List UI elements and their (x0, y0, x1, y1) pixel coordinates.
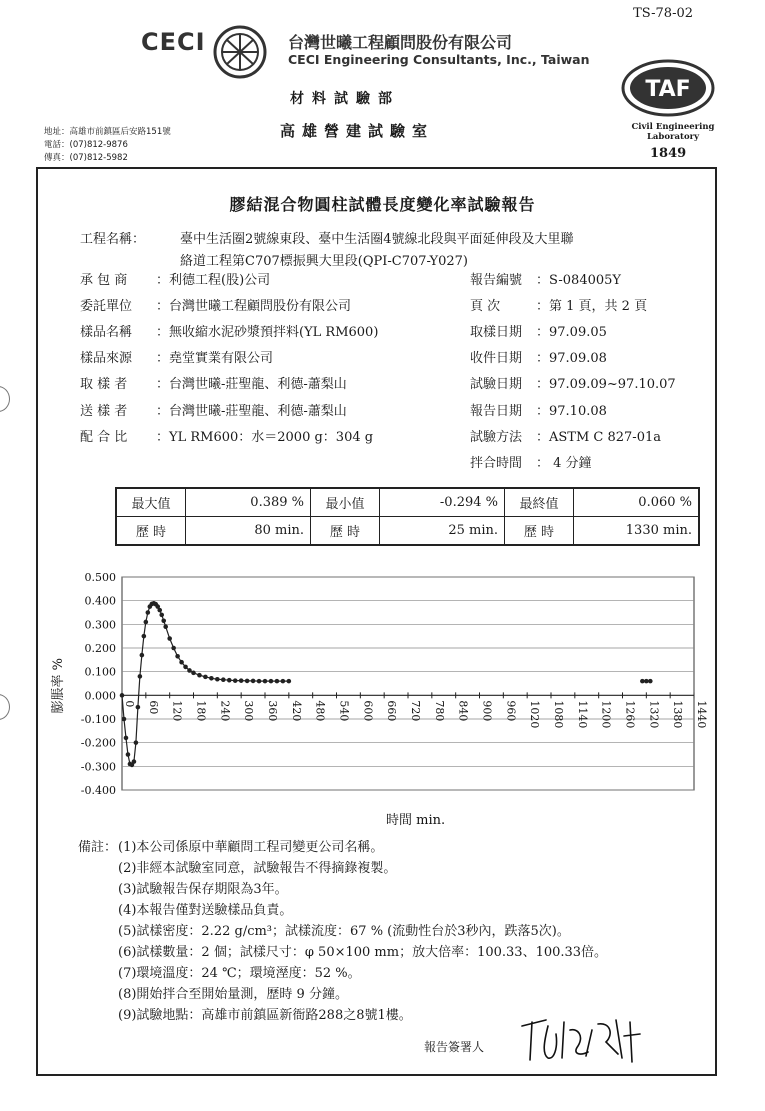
y-tick-label: 0.300 (84, 618, 116, 632)
y-tick-label: 0.200 (84, 642, 116, 655)
note-item: (1)本公司係原中華顧問工程司變更公司名稱。 (118, 840, 384, 855)
note-item: (9)試驗地點：高雄市前鎮區新衙路288之8號1樓。 (118, 1008, 412, 1023)
data-point (191, 671, 196, 676)
field-label: 取 樣 者 (80, 377, 128, 392)
x-tick-label: 240 (218, 700, 232, 722)
data-point (142, 634, 147, 639)
data-point (245, 679, 250, 684)
time-label: 歷 時 (505, 517, 574, 546)
y-axis-label: 膨脹率 % (51, 658, 66, 714)
note-item: (5)試樣密度：2.22 g/cm³；試樣流度：67 % (流動性台於3秒內，跌落5次)。 (118, 924, 570, 939)
expansion-chart (40, 565, 710, 830)
x-tick-label: 300 (242, 700, 256, 722)
x-tick-label: 120 (170, 700, 184, 722)
x-tick-label: 480 (313, 700, 327, 722)
x-tick-label: 840 (456, 700, 470, 722)
field-label: 樣品來源 (80, 351, 133, 366)
time-label: 歷 時 (116, 517, 186, 546)
field-value: ：97.10.08 (536, 404, 607, 419)
data-point (138, 674, 143, 679)
data-point (157, 608, 162, 613)
note-item: (3)試驗報告保存期限為3年。 (118, 882, 288, 897)
field-label: 委託單位 (80, 299, 133, 314)
data-point (203, 675, 208, 680)
taf-logo-text: TAF (645, 77, 691, 102)
min-label: 最小值 (311, 488, 380, 517)
field-value: ：97.09.09~97.10.07 (536, 377, 676, 392)
data-point (187, 668, 192, 673)
x-tick-label: 1140 (575, 700, 589, 729)
y-tick-label: 0.000 (84, 689, 116, 703)
data-point (140, 653, 145, 658)
data-point (122, 717, 127, 722)
x-tick-label: 960 (504, 700, 518, 722)
data-point (146, 610, 151, 615)
x-tick-label: 1200 (599, 700, 613, 729)
y-tick-label: -0.200 (80, 736, 116, 750)
x-tick-label: 660 (385, 700, 399, 722)
data-point (132, 759, 137, 764)
field-value: ：台灣世曦工程顧問股份有限公司 (156, 299, 352, 314)
binding-hole (0, 386, 10, 412)
data-point (126, 752, 131, 757)
phone-text: 電話：(07)812-9876 (44, 140, 128, 150)
data-point (161, 618, 166, 623)
max-time: 80 min. (186, 517, 311, 546)
field-label: 收件日期 (470, 351, 523, 366)
x-tick-label: 360 (266, 700, 279, 722)
field-label: 承 包 商 (80, 273, 128, 288)
taf-subtitle: Civil Engineering Laboratory (631, 122, 715, 142)
time-label: 歷 時 (311, 517, 380, 546)
note-item: (4)本報告僅對送驗樣品負責。 (118, 903, 293, 918)
department-name: 材料試驗部 (290, 91, 400, 107)
data-point (167, 636, 172, 641)
summary-table (115, 487, 700, 546)
company-logo-icon (212, 24, 268, 80)
final-label: 最終值 (505, 488, 574, 517)
project-label: 工程名稱： (80, 232, 146, 247)
field-label: 取樣日期 (470, 325, 523, 340)
note-item: (7)環境溫度：24 ℃；環境溼度：52 %。 (118, 966, 361, 981)
data-point (269, 679, 274, 684)
report-title: 膠結混合物圓柱試體長度變化率試驗報告 (229, 195, 536, 214)
field-label: 拌合時間 (470, 456, 523, 471)
data-point (287, 679, 292, 684)
data-point (136, 705, 141, 710)
x-tick-label: 180 (194, 700, 208, 722)
series-line (122, 603, 650, 765)
x-tick-label: 540 (337, 700, 351, 722)
data-point (215, 677, 220, 682)
field-value: ：第 1 頁，共 2 頁 (536, 299, 648, 314)
x-axis-label: 時間 min. (386, 813, 446, 828)
project-name-line1: 臺中生活圈2號線東段、臺中生活圈4號線北段與平面延伸段及大里聯 (180, 232, 574, 247)
max-value: 0.389 % (186, 488, 311, 517)
x-tick-label: 420 (289, 700, 303, 722)
max-label: 最大值 (116, 488, 186, 517)
data-point (159, 613, 164, 618)
final-value: 0.060 % (574, 488, 700, 517)
data-point (221, 677, 226, 682)
data-point (124, 736, 129, 741)
y-tick-label: 0.100 (84, 665, 116, 679)
signatory-label: 報告簽署人 (424, 1040, 485, 1054)
min-value: -0.294 % (380, 488, 505, 517)
x-tick-label: 1320 (647, 700, 661, 729)
x-tick-label: 1260 (623, 700, 637, 729)
data-point (275, 679, 280, 684)
company-name-zh: 台灣世曦工程顧問股份有限公司 (288, 33, 513, 52)
y-tick-label: 0.500 (84, 571, 116, 584)
table-row (116, 488, 699, 517)
project-name-line2: 絡道工程第C707標振興大里段(QPI-C707-Y027) (180, 254, 468, 269)
field-label: 報告日期 (470, 404, 523, 419)
field-label: 報告編號 (470, 273, 523, 288)
data-point (209, 676, 214, 681)
data-point (171, 646, 176, 651)
fax-text: 傳真：(07)812-5982 (44, 153, 128, 163)
table-row (116, 517, 699, 546)
data-point (251, 679, 256, 684)
x-tick-label: 1080 (552, 700, 565, 729)
x-tick-label: 600 (361, 700, 375, 722)
x-tick-label: 0 (123, 700, 136, 708)
notes-label: 備註： (78, 840, 118, 855)
x-tick-label: 900 (480, 700, 494, 722)
field-value: ：97.09.08 (536, 351, 607, 366)
address-text: 地址：高雄市前鎮區后安路151號 (44, 127, 171, 137)
plot-area (122, 577, 694, 790)
signature-image (518, 1012, 648, 1072)
field-value: ：堯堂實業有限公司 (156, 351, 274, 366)
note-item: (2)非經本試驗室同意，試驗報告不得摘錄複製。 (118, 861, 397, 876)
field-value: ：台灣世曦-莊聖龍、利德-蕭梨山 (156, 404, 347, 419)
company-logo-text: CECI (141, 28, 206, 56)
x-tick-label: 780 (432, 700, 446, 722)
binding-hole (0, 694, 10, 720)
data-point (120, 693, 125, 698)
field-label: 試驗方法 (470, 430, 523, 445)
field-label: 送 樣 者 (80, 404, 128, 419)
data-point (644, 679, 649, 684)
field-label: 試驗日期 (470, 377, 523, 392)
field-label: 頁 次 (470, 299, 501, 314)
laboratory-name: 高雄營建試驗室 (280, 122, 435, 140)
field-value: ：無收縮水泥砂漿預拌料(YL RM600) (156, 325, 379, 340)
data-point (175, 654, 180, 659)
data-point (197, 673, 202, 678)
data-point (163, 624, 168, 629)
field-value: ：台灣世曦-莊聖龍、利德-蕭梨山 (156, 377, 347, 392)
field-value: ：YL RM600：水＝2000 g：304 g (156, 430, 374, 445)
field-value: ： 4 分鐘 (536, 456, 592, 471)
data-point (239, 678, 244, 683)
x-tick-label: 1020 (528, 700, 542, 729)
data-point (179, 660, 184, 665)
final-time: 1330 min. (574, 517, 700, 546)
y-tick-label: 0.400 (84, 594, 116, 608)
field-label: 配 合 比 (80, 430, 128, 445)
data-point (233, 678, 238, 683)
x-tick-label: 1440 (695, 700, 708, 729)
data-point (640, 679, 645, 684)
data-point (263, 679, 268, 684)
data-point (183, 665, 188, 670)
data-point (144, 620, 149, 625)
y-tick-label: -0.300 (80, 760, 116, 774)
note-item: (6)試樣數量：2 個；試樣尺寸：φ 50×100 mm；放大倍率：100.33、100.33倍。 (118, 945, 608, 960)
min-time: 25 min. (380, 517, 505, 546)
field-value: ：97.09.05 (536, 325, 607, 340)
field-value: ：ASTM C 827-01a (536, 430, 661, 445)
taf-logo (620, 58, 716, 118)
note-item: (8)開始拌合至開始量測，歷時 9 分鐘。 (118, 987, 348, 1002)
data-point (648, 679, 653, 684)
data-point (257, 679, 262, 684)
taf-number: 1849 (650, 146, 687, 161)
field-value: ：利德工程(股)公司 (156, 273, 271, 288)
x-tick-label: 1380 (671, 700, 685, 729)
data-point (281, 679, 286, 684)
document-code: TS-78-02 (633, 6, 693, 21)
field-value: ：S-084005Y (536, 273, 621, 288)
x-tick-label: 720 (409, 700, 422, 722)
data-point (227, 678, 232, 683)
x-tick-label: 60 (146, 700, 160, 715)
data-point (134, 740, 139, 745)
y-tick-label: -0.400 (80, 784, 116, 797)
y-tick-label: -0.100 (80, 713, 116, 726)
company-name-en: CECI Engineering Consultants, Inc., Taiwan (288, 52, 590, 67)
field-label: 樣品名稱 (80, 325, 133, 340)
